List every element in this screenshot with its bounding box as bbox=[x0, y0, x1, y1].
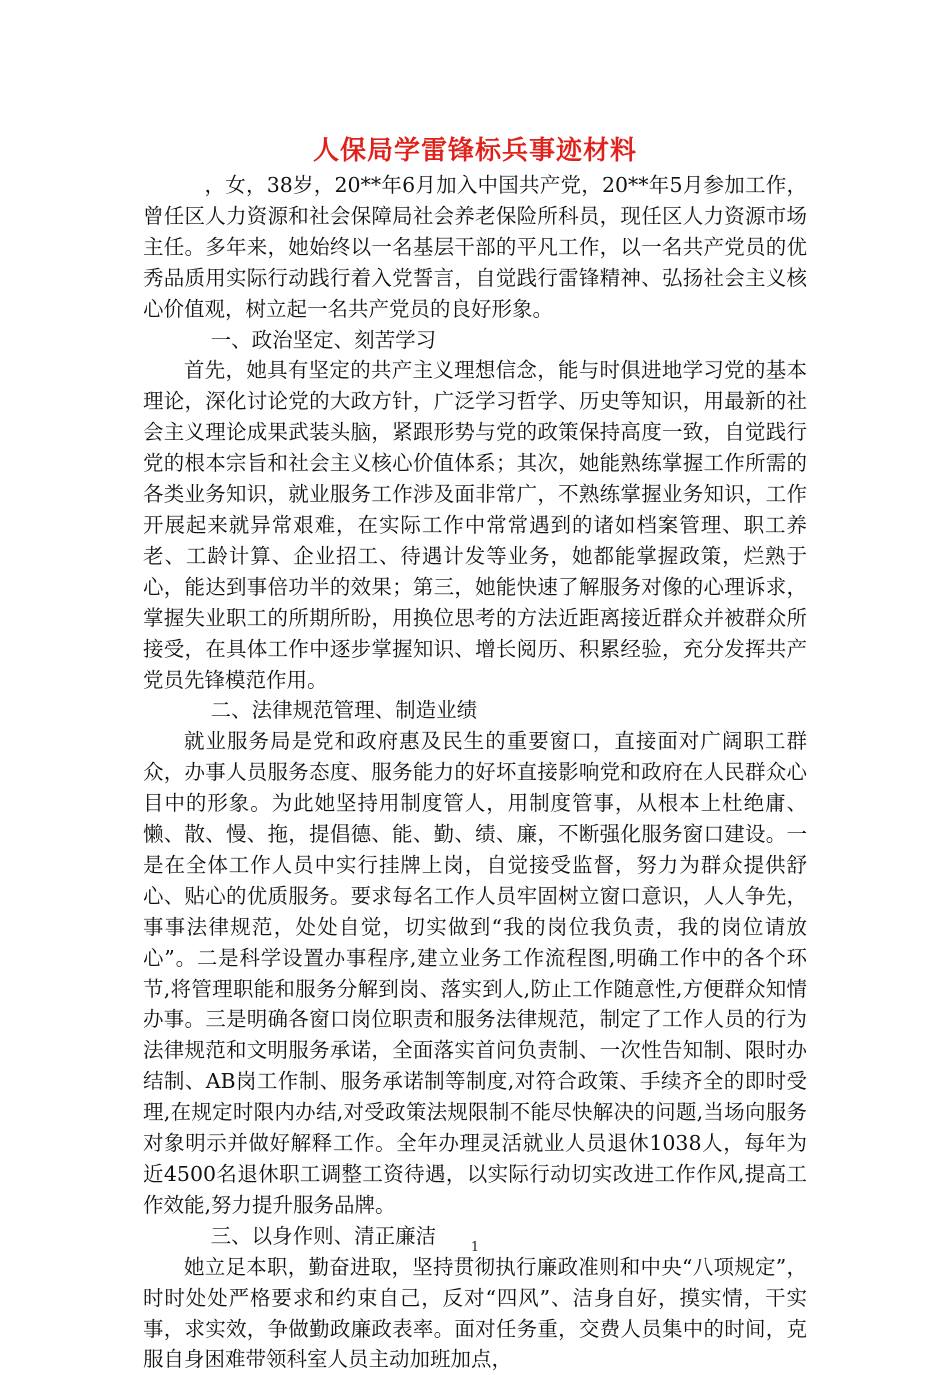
section-paragraph-1: 首先，她具有坚定的共产主义理想信念，能与时俱进地学习党的基本理论，深化讨论党的大政方针，广泛学习哲学、历史等知识，用最新的社会主义理论成果武装头脑，紧跟形势与党的政策保持高度一致，自觉践行党的根本宗旨和社会主义核心价值体系；其次，她能熟练掌握工作所需的各类业务知识，就业服务工作涉及面非常广，不熟练掌握业务知识，工作开展起来就异常艰难，在实际工作中常常遇到的诸如档案管理、职工养老、工龄计算、企业招工、待遇计发等业务，她都能掌握政策，烂熟于心，能达到事倍功半的效果；第三，她能快速了解服务对像的心理诉求，掌握失业职工的所期所盼，用换位思考的方法近距离接近群众并被群众所接受，在具体工作中逐步掌握知识、增长阅历、积累经验，充分发挥共产党员先锋模范作用。 bbox=[143, 358, 807, 692]
section-heading-2: 二、法律规范管理、制造业绩 bbox=[210, 698, 478, 723]
intro-paragraph: ，女，38岁，20**年6月加入中国共产党，20**年5月参加工作，曾任区人力资源和社会保障局社会养老保险所科员，现任区人力资源市场主任。多年来，她始终以一名基层干部的平凡工作，以一名共产党员的优秀品质用实际行动践行着入党誓言，自觉践行雷锋精神、弘扬社会主义核心价值观，树立起一名共产党员的良好形象。 bbox=[143, 173, 807, 321]
document-title: 人保局学雷锋标兵事迹材料 bbox=[312, 136, 637, 166]
page-number: 1 bbox=[470, 1240, 480, 1255]
section-heading-3: 三、以身作则、清正廉洁 bbox=[210, 1223, 437, 1248]
document-body bbox=[143, 170, 807, 1375]
section-paragraph-3: 她立足本职，勤奋进取，坚持贯彻执行廉政准则和中央“八项规定”，时时处处严格要求和约束自己，反对“四风”、洁身自好，摸实情，干实事，求实效，争做勤政廉政表率。面对任务重，交费人员集中的时间，克服自身困难带领科室人员主动加班加点， bbox=[143, 1254, 807, 1372]
section-paragraph-2: 就业服务局是党和政府惠及民生的重要窗口，直接面对广阔职工群众，办事人员服务态度、服务能力的好坏直接影响党和政府在人民群众心目中的形象。为此她坚持用制度管人，用制度管事，从根本上杜绝庸、懒、散、慢、拖，提倡德、能、勤、绩、廉，不断强化服务窗口建设。一是在全体工作人员中实行挂牌上岗，自觉接受监督，努力为群众提供舒心、贴心的优质服务。要求每名工作人员牢固树立窗口意识，人人争先，事事法律规范，处处自觉，切实做到“我的岗位我负责，我的岗位请放心”。二是科学设置办事程序,建立业务工作流程图,明确工作中的各个环节,将管理职能和服务分解到岗、落实到人,防止工作随意性,方便群众知情办事。三是明确各窗口岗位职责和服务法律规范，制定了工作人员的行为法律规范和文明服务承诺，全面落实首问负责制、一次性告知制、限时办结制、AB岗工作制、服务承诺制等制度,对符合政策、手续齐全的即时受理,在规定时限内办结,对受政策法规限制不能尽快解决的问题,当场向服务对象明示并做好解释工作。全年办理灵活就业人员退休1038人，每年为近4500名退休职工调整工资待遇，以实际行动切实改进工作作风,提高工作效能,努力提升服务品牌。 bbox=[143, 729, 807, 1217]
section-heading-1: 一、政治坚定、刻苦学习 bbox=[210, 327, 437, 352]
